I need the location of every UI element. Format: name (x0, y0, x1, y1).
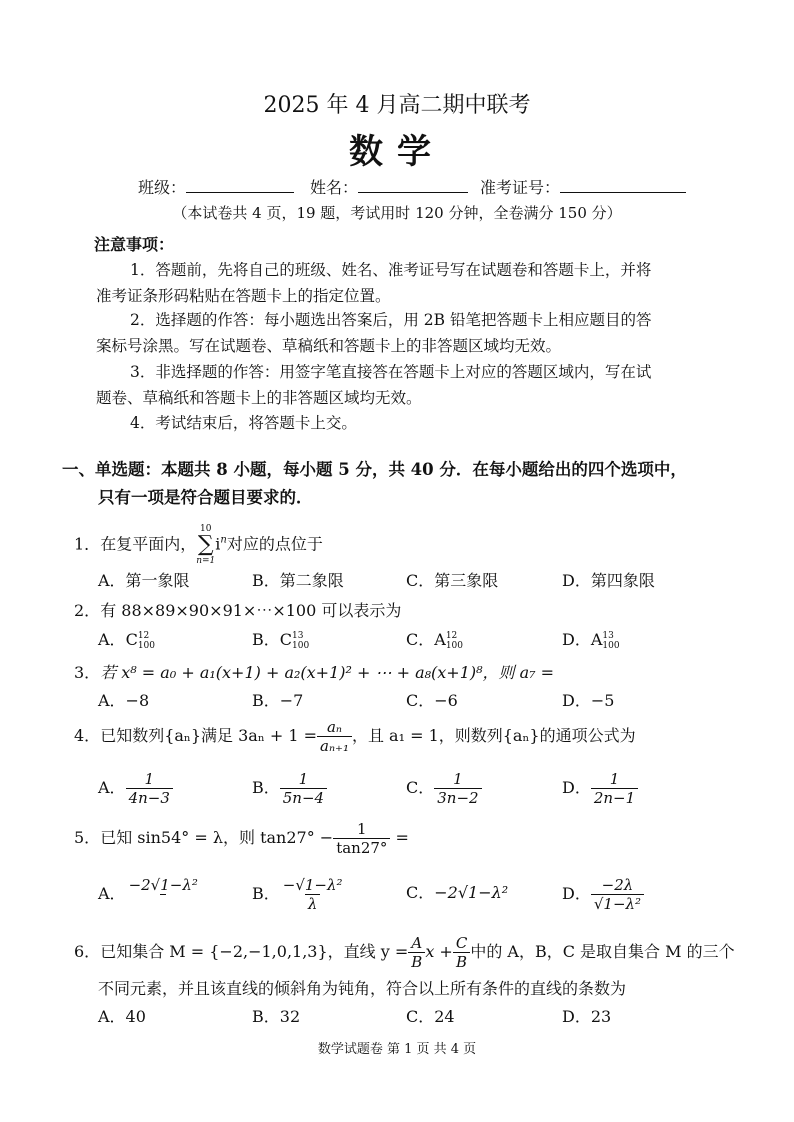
option-d (562, 876, 644, 913)
option-c (406, 770, 482, 807)
note-line: 2．选择题的作答：每小题选出答案后，用 2B 铅笔把答题卡上相应题目的答 (130, 311, 652, 329)
question-number: 3． (74, 663, 101, 682)
frac-den: B (408, 952, 425, 971)
perm-sub: 100 (445, 640, 463, 651)
question-number: 6． (74, 942, 101, 961)
option-d (562, 770, 638, 807)
option-c (406, 627, 463, 651)
frac-num: 1 (453, 770, 463, 788)
section-heading: 一、单选题：本题共 8 小题，每小题 5 分，共 40 分．在每小题给出的四个选项中， (62, 460, 687, 479)
section-heading-cont: 只有一项是符合题目要求的． (98, 488, 313, 507)
q4-fraction (317, 718, 352, 755)
comb-sup: 12 (137, 630, 150, 641)
option-fraction (126, 876, 201, 913)
q6-part1: 已知集合 M = {−2,−1,0,1,3}，直线 y = (100, 942, 409, 961)
option-fraction (591, 876, 644, 913)
question-number: 4． (74, 726, 101, 745)
frac-den: √1−λ² (591, 894, 644, 913)
frac-num: C (455, 934, 468, 952)
question-number: 1． (74, 534, 101, 554)
option-c: C．24 (406, 1007, 455, 1026)
frac-den: 3n−2 (434, 788, 481, 807)
q5-part1: 已知 sin54° = λ，则 tan27° − (100, 828, 334, 847)
comb-indices (138, 631, 155, 651)
perm-symbol: A (434, 630, 446, 649)
q2-stem: 有 88×89×90×91×⋯×100 可以表示为 (100, 601, 402, 620)
question-6 (74, 934, 735, 971)
note-line: 3．非选择题的作答：用签字笔直接答在答题卡上对应的答题区域内，写在试 (130, 363, 652, 381)
option-fraction (126, 770, 173, 807)
option-b (252, 770, 327, 807)
perm-symbol: A (590, 630, 603, 649)
comb-sub: 100 (292, 640, 310, 651)
q6-fraction-a (408, 934, 425, 971)
option-a: A．第一象限 (98, 571, 190, 590)
frac-num: aₙ (326, 718, 342, 736)
frac-num: 1 (357, 820, 367, 838)
page-footer: 数学试题卷 第 1 页 共 4 页 (317, 1042, 477, 1057)
option-fraction (591, 770, 638, 807)
frac-den-line (160, 894, 166, 913)
option-letter: D． (562, 630, 591, 649)
option-value: −2√1−λ² (434, 883, 509, 902)
option-letter: B． (252, 884, 280, 903)
frac-num: −2λ (601, 876, 634, 894)
q5-part2: = (390, 828, 409, 847)
question-2 (74, 598, 401, 621)
comb-sup: 13 (292, 630, 304, 641)
option-d: D．−5 (562, 691, 615, 710)
note-line: 题卷、草稿纸和答题卡上的非答题区域均无效。 (96, 389, 422, 407)
q6-fraction-c (453, 934, 470, 971)
q6-mid: x + (425, 942, 453, 961)
frac-num: −2√1−λ² (128, 876, 198, 894)
option-letter: A． (98, 778, 126, 797)
q1-suffix: 对应的点位于 (226, 534, 323, 554)
question-3 (74, 660, 554, 683)
class-field (138, 175, 294, 198)
note-line: 案标号涂黑。写在试题卷、草稿纸和答题卡上的非答题区域均无效。 (96, 337, 562, 355)
option-letter: C． (406, 778, 435, 797)
q6-part2: 中的 A，B，C 是取自集合 M 的三个 (470, 942, 735, 961)
frac-den: aₙ₊₁ (317, 736, 352, 755)
question-5 (74, 820, 409, 857)
option-c: C．第三象限 (406, 571, 499, 590)
q1-term: i (215, 534, 221, 554)
id-label: 准考证号： (480, 178, 561, 197)
option-a (98, 876, 201, 913)
option-c (406, 880, 508, 903)
option-d (562, 627, 620, 651)
name-label: 姓名： (310, 178, 359, 197)
comb-sub: 100 (137, 640, 155, 651)
frac-den: 2n−1 (591, 788, 638, 807)
frac-num: 1 (298, 770, 309, 788)
perm-sup: 13 (602, 630, 614, 641)
q4-part2: ，且 a₁ = 1，则数列{aₙ}的通项公式为 (351, 726, 636, 745)
question-4 (74, 718, 636, 755)
frac-den: λ (305, 894, 321, 913)
class-label: 班级： (138, 178, 187, 197)
option-b (252, 627, 309, 651)
option-letter: D． (562, 778, 591, 797)
option-b (252, 876, 346, 913)
id-blank (560, 178, 686, 193)
frac-den: B (453, 952, 470, 971)
summation (196, 524, 215, 566)
exam-title: 2025 年 4 月高二期中联考 (263, 93, 531, 118)
question-6-cont: 不同元素，并且该直线的倾斜角为钝角，符合以上所有条件的直线的条数为 (98, 979, 627, 998)
option-fraction (280, 876, 346, 913)
option-a (98, 627, 155, 651)
perm-indices (602, 631, 619, 651)
comb-symbol: C (279, 630, 293, 649)
sum-lower: n=1 (196, 556, 216, 566)
question-number: 2． (74, 601, 101, 620)
frac-num: 1 (609, 770, 620, 788)
option-a: A．−8 (98, 691, 150, 710)
q3-stem: 若 x⁸ = a₀ + a₁(x+1) + a₂(x+1)² + ⋯ + a₈(x+1)⁸，则 a₇ = (100, 663, 555, 682)
option-a: A．40 (98, 1007, 146, 1026)
option-letter: B． (252, 630, 280, 649)
option-d: D．第四象限 (562, 571, 655, 590)
sigma-symbol: ∑ (197, 532, 214, 557)
option-b: B．−7 (252, 691, 304, 710)
note-line: 4．考试结束后，将答题卡上交。 (130, 414, 357, 432)
option-letter: A． (98, 630, 126, 649)
id-field (480, 175, 686, 198)
option-a (98, 770, 173, 807)
class-blank (186, 178, 294, 193)
option-fraction (280, 770, 327, 807)
comb-indices (292, 631, 309, 651)
option-d: D．23 (562, 1007, 612, 1026)
option-b: B．32 (252, 1007, 301, 1026)
note-line: 准考证条形码粘贴在答题卡上的指定位置。 (96, 287, 391, 305)
notes-heading: 注意事项： (94, 235, 175, 254)
perm-sub: 100 (602, 640, 620, 651)
frac-num: −√1−λ² (282, 876, 343, 894)
option-letter: D． (562, 884, 591, 903)
frac-den: 4n−3 (126, 788, 173, 807)
perm-sup: 12 (445, 630, 458, 641)
q1-prefix: 在复平面内， (100, 534, 197, 554)
comb-symbol: C (125, 630, 138, 649)
option-letter: B． (252, 778, 280, 797)
question-1 (74, 524, 323, 566)
subject-title: 数学 (349, 132, 445, 172)
frac-den: 5n−4 (280, 788, 327, 807)
option-c: C．−6 (406, 691, 458, 710)
frac-num: A (411, 934, 423, 952)
option-letter: C． (406, 883, 435, 902)
q5-fraction (333, 820, 390, 857)
q4-part1: 已知数列{aₙ}满足 3aₙ + 1 = (100, 726, 317, 745)
q1-exp: n (220, 534, 227, 546)
sum-upper: 10 (200, 524, 212, 534)
name-blank (358, 178, 468, 193)
option-b: B．第二象限 (252, 571, 344, 590)
name-field (310, 175, 468, 198)
option-fraction (434, 770, 481, 807)
option-letter: A． (98, 884, 126, 903)
option-letter: C． (406, 630, 435, 649)
note-line: 1．答题前，先将自己的班级、姓名、准考证号写在试题卷和答题卡上，并将 (130, 261, 652, 279)
frac-den: tan27° (333, 838, 390, 857)
perm-indices (446, 631, 463, 651)
paper-info: （本试卷共 4 页，19 题，考试用时 120 分钟，全卷满分 150 分） (172, 204, 622, 222)
question-number: 5． (74, 828, 101, 847)
frac-num: 1 (144, 770, 154, 788)
